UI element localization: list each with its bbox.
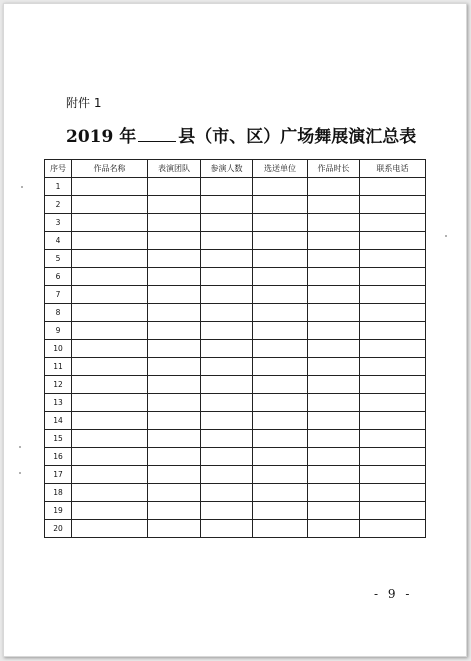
row-index-cell: 18 <box>45 484 72 502</box>
table-row <box>45 394 426 412</box>
table-cell[interactable] <box>201 520 253 538</box>
table-cell[interactable] <box>253 448 308 466</box>
row-index-cell: 4 <box>45 232 72 250</box>
table-row <box>45 430 426 448</box>
table-cell[interactable] <box>72 178 148 196</box>
table-cell[interactable] <box>148 466 201 484</box>
table-cell[interactable] <box>308 268 360 286</box>
row-index-cell: 14 <box>45 412 72 430</box>
row-index-cell: 1 <box>45 178 72 196</box>
row-index-cell: 16 <box>45 448 72 466</box>
table-cell[interactable] <box>253 250 308 268</box>
table-cell[interactable] <box>72 250 148 268</box>
table-cell[interactable] <box>253 484 308 502</box>
table-cell[interactable] <box>360 232 426 250</box>
table-cell[interactable] <box>253 232 308 250</box>
row-index-cell: 9 <box>45 322 72 340</box>
table-cell[interactable] <box>148 196 201 214</box>
table-cell[interactable] <box>253 196 308 214</box>
table-cell[interactable] <box>72 214 148 232</box>
table-cell[interactable] <box>201 214 253 232</box>
table-cell[interactable] <box>308 484 360 502</box>
table-cell[interactable] <box>308 448 360 466</box>
table-row <box>45 232 426 250</box>
table-cell[interactable] <box>148 178 201 196</box>
scan-speck <box>19 446 21 448</box>
table-cell[interactable] <box>360 502 426 520</box>
page-title <box>66 122 426 147</box>
header-index: 序号 <box>45 160 72 178</box>
table-cell[interactable] <box>253 214 308 232</box>
table-cell[interactable] <box>201 358 253 376</box>
row-index-cell: 12 <box>45 376 72 394</box>
table-cell[interactable] <box>72 466 148 484</box>
table-cell[interactable] <box>308 466 360 484</box>
table-cell[interactable] <box>360 448 426 466</box>
table-cell[interactable] <box>148 250 201 268</box>
table-cell[interactable] <box>253 358 308 376</box>
table-cell[interactable] <box>72 358 148 376</box>
row-index-cell: 7 <box>45 286 72 304</box>
document-page <box>3 3 467 657</box>
table-cell[interactable] <box>201 196 253 214</box>
table-cell[interactable] <box>360 484 426 502</box>
table-cell[interactable] <box>308 214 360 232</box>
row-index-cell: 10 <box>45 340 72 358</box>
table-cell[interactable] <box>201 286 253 304</box>
table-cell[interactable] <box>148 430 201 448</box>
table-cell[interactable] <box>72 430 148 448</box>
table-row <box>45 286 426 304</box>
table-cell[interactable] <box>253 376 308 394</box>
table-cell[interactable] <box>253 178 308 196</box>
table-cell[interactable] <box>308 520 360 538</box>
table-cell[interactable] <box>201 412 253 430</box>
table-cell[interactable] <box>308 412 360 430</box>
header-team: 表演团队 <box>148 160 201 178</box>
row-index-cell: 19 <box>45 502 72 520</box>
table-cell[interactable] <box>201 250 253 268</box>
table-cell[interactable] <box>360 340 426 358</box>
table-cell[interactable] <box>148 412 201 430</box>
table-cell[interactable] <box>148 268 201 286</box>
table-cell[interactable] <box>148 358 201 376</box>
table-cell[interactable] <box>201 502 253 520</box>
table-cell[interactable] <box>308 322 360 340</box>
header-phone: 联系电话 <box>360 160 426 178</box>
row-index-cell: 6 <box>45 268 72 286</box>
table-cell[interactable] <box>360 520 426 538</box>
table-row <box>45 268 426 286</box>
table-cell[interactable] <box>253 268 308 286</box>
table-cell[interactable] <box>360 322 426 340</box>
table-cell[interactable] <box>253 304 308 322</box>
table-cell[interactable] <box>308 250 360 268</box>
table-cell[interactable] <box>148 376 201 394</box>
table-cell[interactable] <box>360 394 426 412</box>
header-participants: 参演人数 <box>201 160 253 178</box>
table-cell[interactable] <box>201 466 253 484</box>
table-row <box>45 412 426 430</box>
table-cell[interactable] <box>201 394 253 412</box>
attachment-label: 附件 1 <box>66 96 102 110</box>
row-index-cell: 5 <box>45 250 72 268</box>
table-cell[interactable] <box>72 520 148 538</box>
table-header-row <box>45 160 426 178</box>
table-cell[interactable] <box>360 286 426 304</box>
table-cell[interactable] <box>308 178 360 196</box>
table-cell[interactable] <box>308 502 360 520</box>
table-cell[interactable] <box>308 430 360 448</box>
table-cell[interactable] <box>148 322 201 340</box>
table-cell[interactable] <box>360 376 426 394</box>
table-cell[interactable] <box>201 304 253 322</box>
table-cell[interactable] <box>308 196 360 214</box>
table-cell[interactable] <box>360 214 426 232</box>
table-cell[interactable] <box>72 340 148 358</box>
table-cell[interactable] <box>72 286 148 304</box>
table-row <box>45 466 426 484</box>
title-year: 2019 年 <box>66 127 137 147</box>
table-cell[interactable] <box>253 412 308 430</box>
header-sending-unit: 选送单位 <box>253 160 308 178</box>
table-body <box>45 178 426 538</box>
table-cell[interactable] <box>201 340 253 358</box>
table-cell[interactable] <box>201 448 253 466</box>
table-cell[interactable] <box>72 484 148 502</box>
table-cell[interactable] <box>308 232 360 250</box>
table-cell[interactable] <box>253 502 308 520</box>
table-cell[interactable] <box>201 430 253 448</box>
row-index-cell: 8 <box>45 304 72 322</box>
table-cell[interactable] <box>360 196 426 214</box>
table-cell[interactable] <box>201 268 253 286</box>
table-cell[interactable] <box>360 466 426 484</box>
table-row <box>45 484 426 502</box>
table-cell[interactable] <box>148 304 201 322</box>
table-cell[interactable] <box>148 520 201 538</box>
title-blank-line <box>138 127 176 142</box>
table-cell[interactable] <box>201 484 253 502</box>
table-row <box>45 250 426 268</box>
table-row <box>45 322 426 340</box>
table-row <box>45 358 426 376</box>
table-cell[interactable] <box>360 412 426 430</box>
table-cell[interactable] <box>201 232 253 250</box>
table-cell[interactable] <box>72 322 148 340</box>
table-cell[interactable] <box>253 394 308 412</box>
table-cell[interactable] <box>253 466 308 484</box>
table-cell[interactable] <box>201 178 253 196</box>
table-cell[interactable] <box>308 304 360 322</box>
title-rest: 县（市、区）广场舞展演汇总表 <box>178 127 417 147</box>
table-cell[interactable] <box>72 196 148 214</box>
table-cell[interactable] <box>148 214 201 232</box>
table-cell[interactable] <box>148 502 201 520</box>
table-cell[interactable] <box>72 232 148 250</box>
scan-speck <box>21 186 23 188</box>
table-cell[interactable] <box>148 394 201 412</box>
page-number: - 9 - <box>374 587 413 601</box>
row-index-cell: 15 <box>45 430 72 448</box>
table-row <box>45 178 426 196</box>
table-row <box>45 502 426 520</box>
table-cell[interactable] <box>360 178 426 196</box>
row-index-cell: 11 <box>45 358 72 376</box>
table-row <box>45 520 426 538</box>
table-cell[interactable] <box>201 322 253 340</box>
table-cell[interactable] <box>360 304 426 322</box>
table-cell[interactable] <box>72 376 148 394</box>
header-duration: 作品时长 <box>308 160 360 178</box>
scan-speck <box>445 235 447 237</box>
row-index-cell: 2 <box>45 196 72 214</box>
table-cell[interactable] <box>201 376 253 394</box>
table-cell[interactable] <box>360 430 426 448</box>
table-cell[interactable] <box>308 358 360 376</box>
table-cell[interactable] <box>72 448 148 466</box>
row-index-cell: 13 <box>45 394 72 412</box>
table-cell[interactable] <box>253 430 308 448</box>
header-work-name: 作品名称 <box>72 160 148 178</box>
table-cell[interactable] <box>253 286 308 304</box>
table-cell[interactable] <box>148 448 201 466</box>
table-cell[interactable] <box>360 250 426 268</box>
table-cell[interactable] <box>308 394 360 412</box>
table-cell[interactable] <box>308 286 360 304</box>
table-row <box>45 304 426 322</box>
scan-speck <box>19 472 21 474</box>
table-cell[interactable] <box>72 394 148 412</box>
table-cell[interactable] <box>72 412 148 430</box>
row-index-cell: 20 <box>45 520 72 538</box>
row-index-cell: 3 <box>45 214 72 232</box>
table-row <box>45 340 426 358</box>
table-cell[interactable] <box>360 358 426 376</box>
row-index-cell: 17 <box>45 466 72 484</box>
table-cell[interactable] <box>72 502 148 520</box>
table-row <box>45 448 426 466</box>
table-cell[interactable] <box>308 340 360 358</box>
table-cell[interactable] <box>72 268 148 286</box>
table-cell[interactable] <box>148 340 201 358</box>
table-row <box>45 196 426 214</box>
table-cell[interactable] <box>72 304 148 322</box>
table-cell[interactable] <box>148 484 201 502</box>
summary-table <box>44 159 426 538</box>
table-cell[interactable] <box>253 322 308 340</box>
table-cell[interactable] <box>308 376 360 394</box>
table-cell[interactable] <box>360 268 426 286</box>
table-cell[interactable] <box>253 520 308 538</box>
table-cell[interactable] <box>253 340 308 358</box>
table-row <box>45 376 426 394</box>
table-cell[interactable] <box>148 232 201 250</box>
table-row <box>45 214 426 232</box>
table-cell[interactable] <box>148 286 201 304</box>
